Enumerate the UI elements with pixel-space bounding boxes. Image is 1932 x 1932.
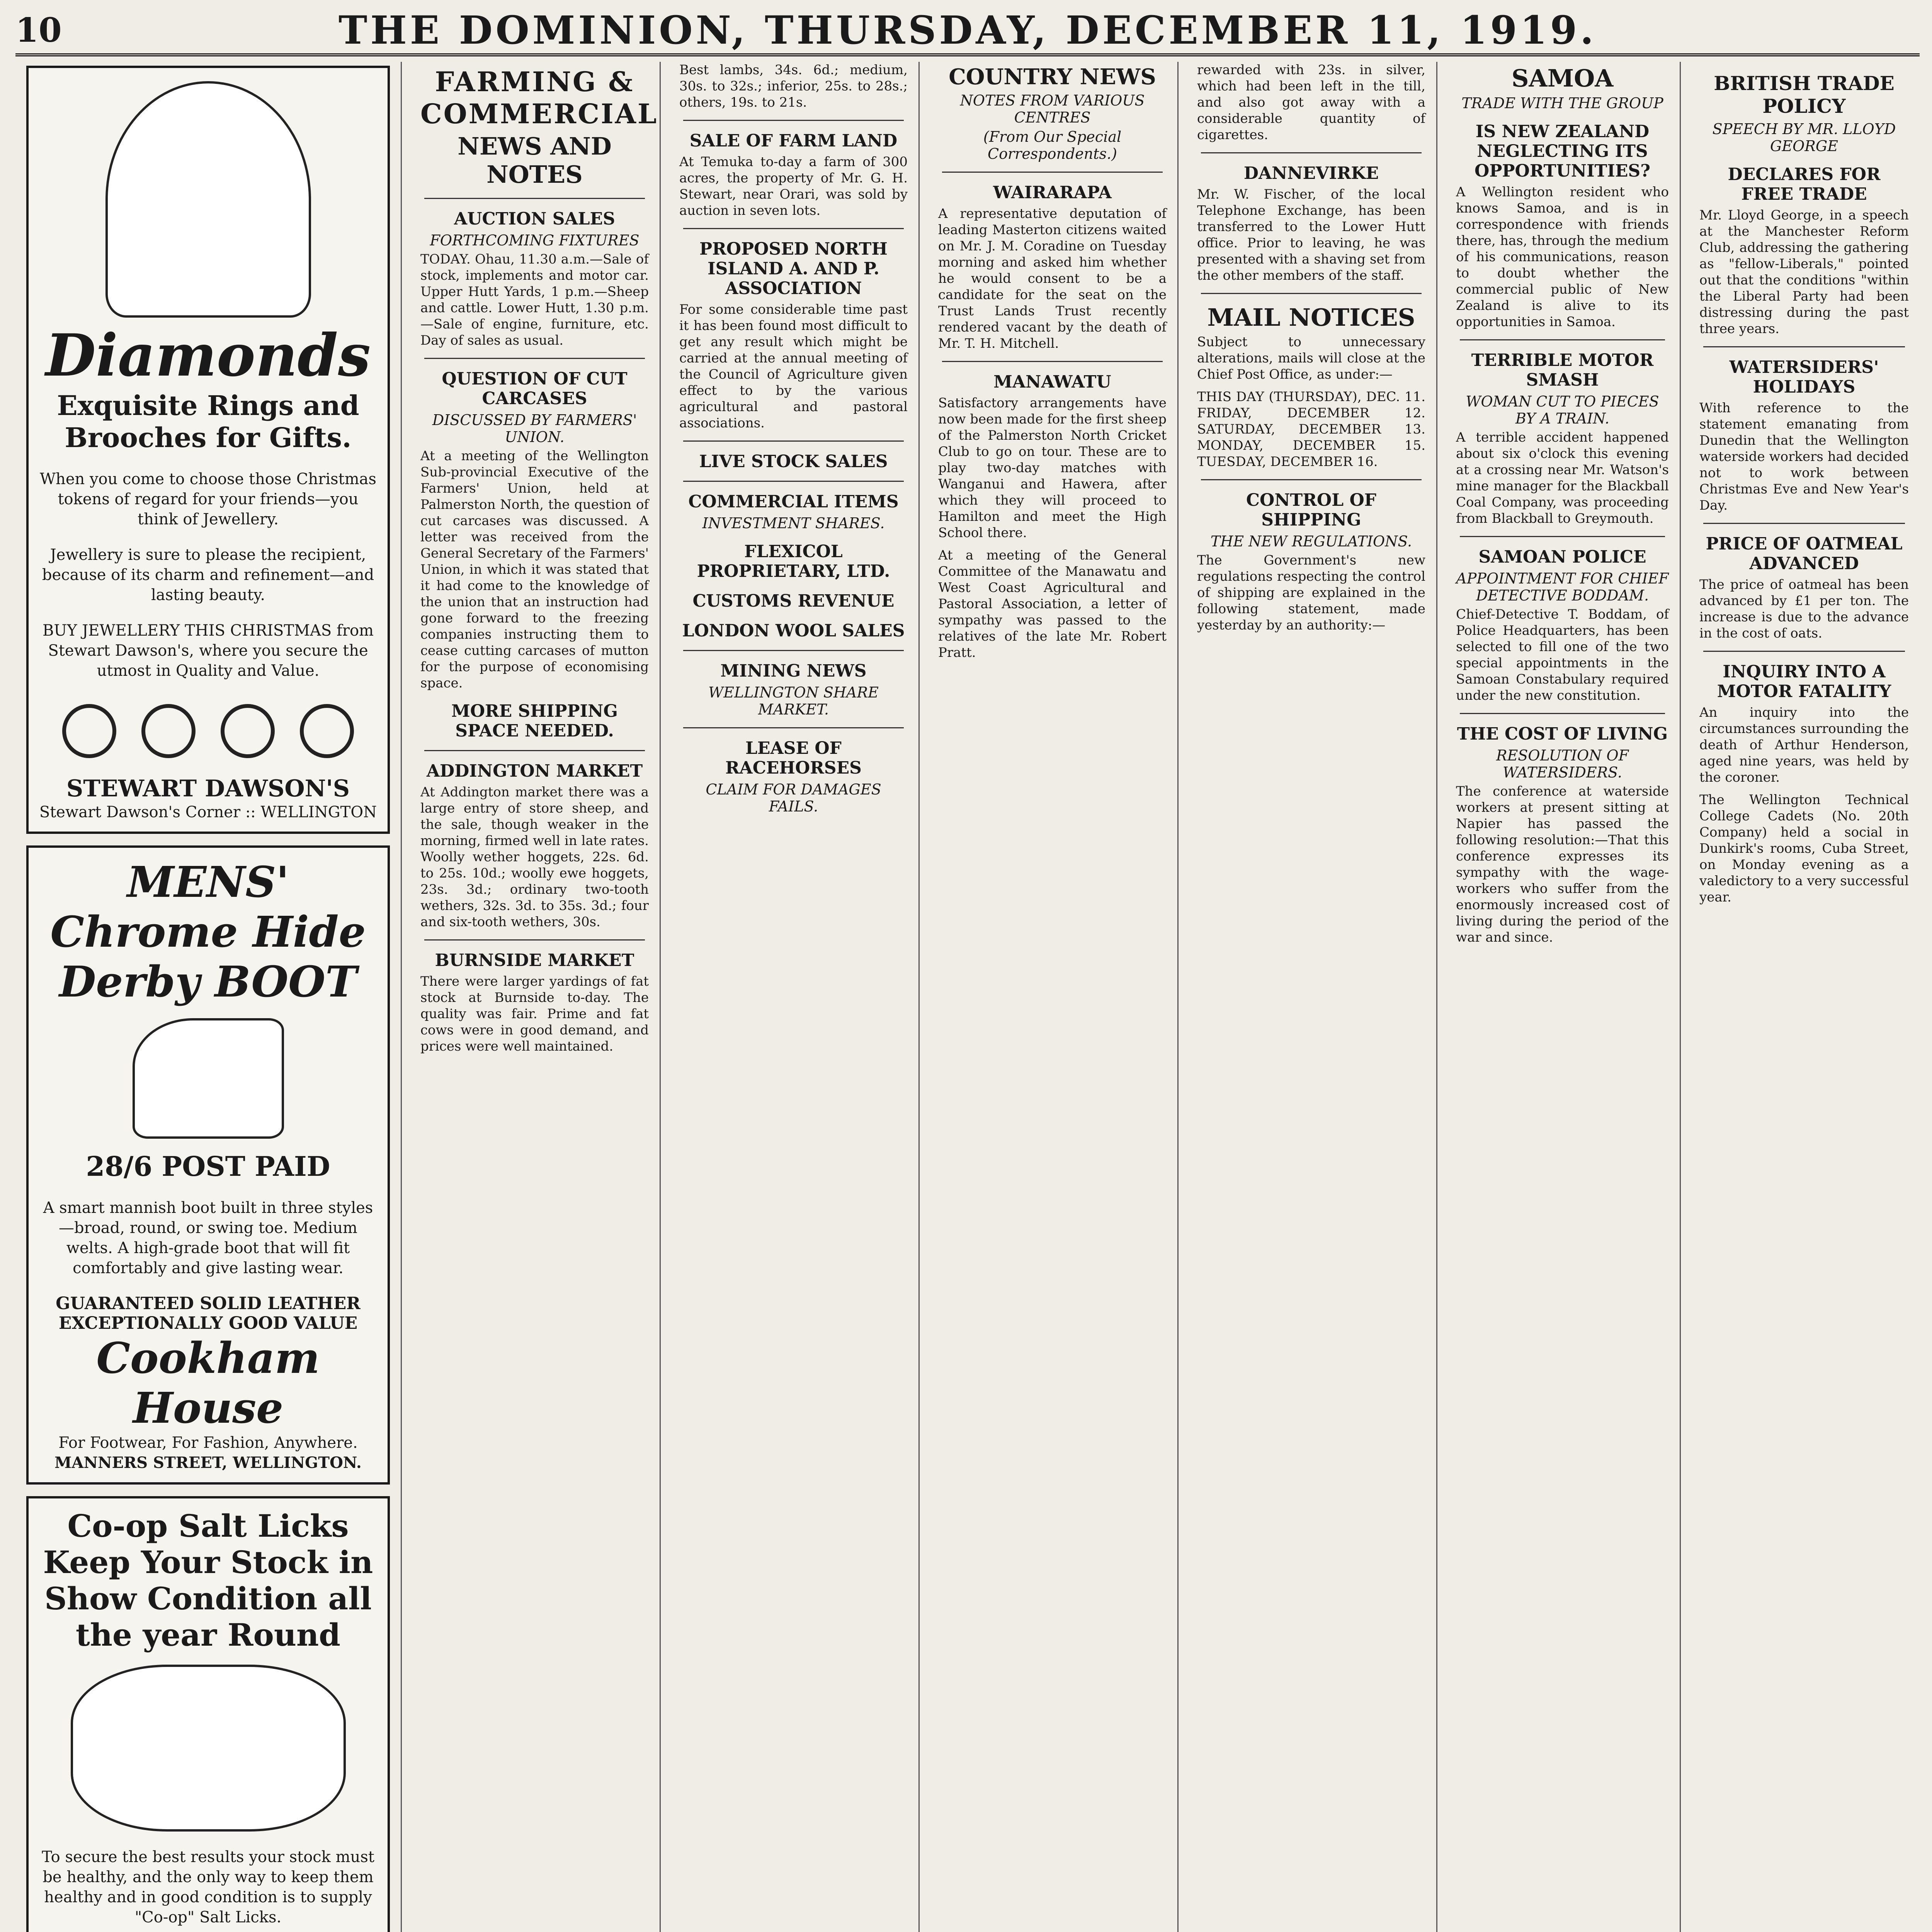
- ring-icon: [300, 704, 354, 758]
- article-subheading: APPOINTMENT FOR CHIEF DETECTIVE BODDAM.: [1456, 570, 1669, 604]
- article-subheading: SPEECH BY MR. LLOYD GEORGE: [1712, 121, 1896, 155]
- rings-illustration: [38, 696, 378, 767]
- article-subheading: DECLARES FOR FREE TRADE: [1728, 165, 1881, 204]
- lady-illustration: [105, 81, 311, 318]
- ad-boot-address: MANNERS STREET, WELLINGTON.: [54, 1454, 362, 1472]
- newspaper-title: THE DOMINION, THURSDAY, DECEMBER 11, 1919.: [338, 7, 1597, 53]
- article-subheading: DISCUSSED BY FARMERS' UNION.: [432, 412, 637, 446]
- article-heading: BURNSIDE MARKET: [435, 951, 634, 970]
- ad-boot-store: Cookham House: [96, 1333, 320, 1433]
- article-heading: DANNEVIRKE: [1243, 163, 1379, 183]
- ring-icon: [221, 704, 275, 758]
- ad-salt-text: To secure the best results your stock must be healthy, and the only way to keep them healthy and in good condition is to supply "Co-op" Salt Licks.: [42, 1848, 374, 1926]
- ad-diamonds-subhead: Exquisite Rings and Brooches for Gifts.: [57, 389, 359, 454]
- article-body: Chief-Detective T. Boddam, of Police Headquarters, has been selected to fill one of the two special appointments in the Samoan Constabulary required under the new constitution.: [1456, 607, 1669, 703]
- article-body: Mr. Lloyd George, in a speech at the Manchester Reform Club, addressing the gathering as "fellow-Liberals," pointed out that the conditions "within the Liberal Party had been distressing during the past three years.: [1699, 207, 1909, 337]
- article-subheading: TRADE WITH THE GROUP: [1461, 95, 1663, 112]
- article-body: A representative deputation of leading Masterton citizens waited on Mr. J. M. Coradine on Tuesday morning and asked him whether he would consent to be a candidate for the seat on the Trust Lands Trust recently rendered vacant by the death of Mr. T. H. Mitchell.: [938, 206, 1167, 351]
- column-mail: [1186, 62, 1437, 1932]
- article-body: At a meeting of the General Committee of the Manawatu and West Coast Agricultural and Pastoral Association, a letter of sympathy was passed to the relatives of the late Mr. Robert Pratt.: [938, 548, 1167, 660]
- column-commercial: [668, 62, 920, 1932]
- column-samoa: [1445, 62, 1681, 1932]
- ad-diamonds-text2: Jewellery is sure to please the recipient, because of its charm and refinement—and lasting beauty.: [42, 546, 374, 604]
- article-body: A terrible accident happened about six o'clock this evening at a crossing near Mr. Watson's mine manager for the Blackball Coal Company, was proceeding from Blackball to Greymouth.: [1456, 430, 1669, 526]
- article-heading: MAIL NOTICES: [1207, 303, 1415, 332]
- article-heading: AUCTION SALES: [454, 209, 615, 229]
- article-body: With reference to the statement emanating from Dunedin that the Wellington waterside workers had decided not to work between Christmas Eve and New Year's Day.: [1699, 400, 1909, 513]
- section-heading: COUNTRY NEWS: [949, 64, 1156, 90]
- column-country-news: [927, 62, 1179, 1932]
- article-heading: CONTROL OF SHIPPING: [1246, 490, 1377, 530]
- article-body: Satisfactory arrangements have now been made for the first sheep of the Palmerston North Cricket Club to go on tour. These are to play two-day matches with Wanganui and Hawera, after which they will proceed to Hamilton and meet the High School there.: [938, 395, 1167, 541]
- article-body: The price of oatmeal has been advanced by £1 per ton. The increase is due to the advance in the cost of oats.: [1699, 577, 1909, 641]
- article-heading: LIVE STOCK SALES: [699, 452, 888, 471]
- article-body: There were larger yardings of fat stock at Burnside to-day. The quality was fair. Prime and fat cows were in good demand, and prices were well maintained.: [420, 974, 649, 1054]
- article-subheading: WOMAN CUT TO PIECES BY A TRAIN.: [1466, 393, 1659, 427]
- ad-boot-text: A smart mannish boot built in three styles—broad, round, or swing toe. Medium welts. A high-grade boot that will fit comfortably and give lasting wear.: [43, 1199, 373, 1277]
- article-heading: QUESTION OF CUT CARCASES: [442, 369, 628, 408]
- article-heading: TERRIBLE MOTOR SMASH: [1471, 350, 1654, 390]
- article-body: At a meeting of the Wellington Sub-provincial Executive of the Farmers' Union, held at Palmerston North, the question of cut carcases was discussed. A letter was received from the General Secretary of the Farmers' Union, in which it was stated that it had come to the knowledge of the union that an instruction had gone forward to the freezing companies instructing them to cease cutting carcases of mutton for the purpose of economising space.: [420, 448, 649, 691]
- article-body: TODAY. Ohau, 11.30 a.m.—Sale of stock, implements and motor car. Upper Hutt Yards, 1 p.m.—Sheep and cattle. Lower Hutt, 1.30 p.m.—Sale of engine, furniture, etc. Day of sales as usual.: [420, 252, 649, 348]
- article-heading: COMMERCIAL ITEMS: [688, 492, 899, 512]
- article-body: At Temuka to-day a farm of 300 acres, the property of Mr. G. H. Stewart, near Orari, was sold by auction in seven lots.: [679, 154, 908, 218]
- column-farming: [410, 62, 661, 1932]
- article-subheading: THE NEW REGULATIONS.: [1210, 533, 1412, 550]
- article-body: Subject to unnecessary alterations, mails will close at the Chief Post Office, as under:—: [1197, 334, 1425, 382]
- section-subheading: NOTES FROM VARIOUS CENTRES: [960, 92, 1145, 126]
- article-heading: LONDON WOOL SALES: [682, 621, 905, 641]
- article-heading: BRITISH TRADE POLICY: [1714, 72, 1895, 117]
- article-subheading: RESOLUTION OF WATERSIDERS.: [1496, 747, 1629, 781]
- page-number: 10: [15, 10, 62, 50]
- article-heading: SALE OF FARM LAND: [689, 131, 898, 151]
- column-advertisements: [15, 62, 402, 1932]
- article-heading: ADDINGTON MARKET: [426, 761, 643, 781]
- article-heading: CUSTOMS REVENUE: [692, 591, 895, 611]
- article-body: The Wellington Technical College Cadets (No. 20th Company) held a social in Dunkirk's rooms, Cuba Street, on Monday evening as a valedictory to a very successful year.: [1699, 792, 1909, 905]
- article-body: THIS DAY (THURSDAY), DEC. 11. FRIDAY, DECEMBER 12. SATURDAY, DECEMBER 13. MONDAY, DECEMBER 15. TUESDAY, DECEMBER 16.: [1197, 389, 1425, 469]
- section-credit: (From Our Special Correspondents.): [983, 128, 1122, 162]
- article-subheading: FORTHCOMING FIXTURES: [430, 232, 639, 249]
- ad-diamonds-heading: Diamonds: [45, 321, 371, 389]
- article-body: The conference at waterside workers at present sitting at Napier has passed the following resolution:—That this conference expresses its sympathy with the wage-workers who suffer from the enormously increased cost of living during the period of the war and since.: [1456, 784, 1669, 945]
- article-subheading: IS NEW ZEALAND NEGLECTING ITS OPPORTUNITIES?: [1475, 122, 1650, 181]
- article-subheading: INVESTMENT SHARES.: [702, 515, 885, 532]
- article-heading: INQUIRY INTO A MOTOR FATALITY: [1717, 662, 1891, 701]
- ad-boot-price: 28/6 POST PAID: [86, 1150, 330, 1182]
- article-heading: PRICE OF OATMEAL ADVANCED: [1706, 534, 1903, 573]
- article-subheading: CLAIM FOR DAMAGES FAILS.: [706, 781, 881, 815]
- section-subheading: NEWS AND NOTES: [457, 132, 612, 189]
- article-heading: SAMOA: [1511, 64, 1614, 92]
- ad-boot: [26, 845, 390, 1485]
- article-heading: THE COST OF LIVING: [1457, 724, 1668, 744]
- cow-illustration: [71, 1665, 346, 1832]
- article-body: At Addington market there was a large entry of store sheep, and the sale, though weaker in the morning, firmed well in late rates. Woolly wether hoggets, 22s. 6d. to 25s. 10d.; woolly ewe hoggets, 23s. 3d.; ordinary two-tooth wethers, 32s. 3d. to 35s. 3d.; four and six-tooth wethers, 30s.: [420, 784, 649, 930]
- article-heading: SAMOAN POLICE: [1478, 547, 1646, 567]
- ad-diamonds-footer2: Stewart Dawson's Corner :: WELLINGTON: [39, 803, 377, 821]
- article-heading: WATERSIDERS' HOLIDAYS: [1729, 357, 1879, 397]
- article-heading: FLEXICOL PROPRIETARY, LTD.: [697, 542, 890, 581]
- article-body: rewarded with 23s. in silver, which had been left in the till, and also got away with a considerable quantity of cigarettes.: [1197, 62, 1425, 143]
- article-heading: PROPOSED NORTH ISLAND A. AND P. ASSOCIATION: [699, 239, 888, 298]
- article-body: For some considerable time past it has been found most difficult to get any result which might be carried at the annual meeting of the Council of Agriculture given effect to by the various agricultural and pastoral associations.: [679, 302, 908, 431]
- ad-boot-store-sub: For Footwear, For Fashion, Anywhere.: [58, 1434, 358, 1452]
- ad-boot-guarantee: GUARANTEED SOLID LEATHER EXCEPTIONALLY GOOD VALUE: [56, 1294, 361, 1333]
- article-body: Best lambs, 34s. 6d.; medium, 30s. to 32s.; inferior, 25s. to 28s.; others, 19s. to 21s.: [679, 62, 908, 110]
- article-heading: LEASE OF RACEHORSES: [725, 738, 862, 778]
- article-subheading: WELLINGTON SHARE MARKET.: [708, 684, 879, 718]
- ad-diamonds-footer: STEWART DAWSON'S: [66, 775, 350, 802]
- ad-diamonds: [26, 66, 390, 834]
- column-trade-policy: [1689, 62, 1920, 1932]
- article-body: A Wellington resident who knows Samoa, and is in correspondence with friends there, has, through the medium of his communications, reason to doubt whether the commercial public of New Zealand is alive to its opportunities in Samoa.: [1456, 184, 1669, 330]
- ad-salt-licks: [26, 1496, 390, 1932]
- article-heading: MANAWATU: [993, 372, 1111, 392]
- article-body: An inquiry into the circumstances surrounding the death of Arthur Henderson, aged nine years, was held by the coroner.: [1699, 705, 1909, 785]
- article-heading: WAIRARAPA: [993, 183, 1112, 202]
- ad-boot-heading: MENS' Chrome Hide Derby BOOT: [50, 857, 366, 1007]
- ad-diamonds-text1: When you come to choose those Christmas tokens of regard for your friends—you think of Jewellery.: [39, 470, 377, 528]
- article-body: The Government's new regulations respecting the control of shipping are explained in the following statement, made yesterday by an authority:—: [1197, 553, 1425, 633]
- article-body: Mr. W. Fischer, of the local Telephone Exchange, has been transferred to the Lower Hutt office. Prior to leaving, he was presented with a shaving set from the other members of the staff.: [1197, 187, 1425, 283]
- masthead: [15, 7, 1920, 56]
- boot-illustration: [133, 1018, 284, 1139]
- article-heading: MORE SHIPPING SPACE NEEDED.: [451, 701, 618, 741]
- ring-icon: [141, 704, 196, 758]
- section-heading: FARMING & COMMERCIAL: [420, 66, 658, 130]
- ad-salt-heading: Co-op Salt Licks Keep Your Stock in Show Condition all the year Round: [43, 1508, 373, 1653]
- article-heading: MINING NEWS: [720, 661, 867, 681]
- ad-diamonds-text3: BUY JEWELLERY THIS CHRISTMAS from Stewart Dawson's, where you secure the utmost in Quality and Value.: [43, 622, 374, 680]
- ring-icon: [62, 704, 116, 758]
